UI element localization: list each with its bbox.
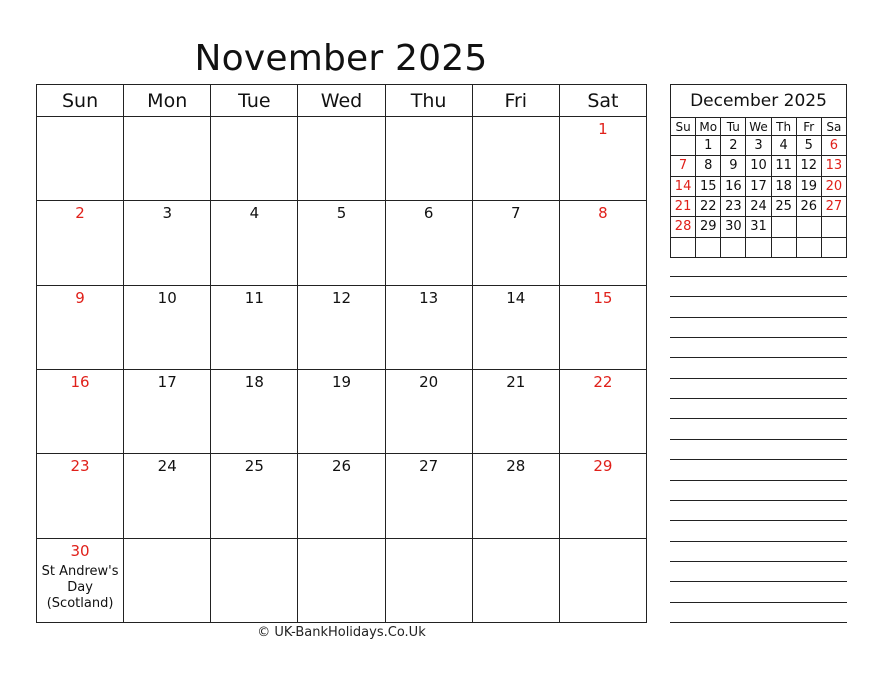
day-cell (37, 454, 124, 538)
mini-weekday-header: Su (671, 118, 696, 136)
day-cell (37, 538, 124, 622)
mini-day-cell (796, 237, 821, 257)
day-number: 18 (244, 372, 264, 391)
day-number: 9 (75, 288, 85, 307)
day-number: 3 (162, 204, 172, 223)
note-line (670, 317, 847, 318)
mini-day-cell: 9 (721, 156, 746, 176)
day-number: 17 (157, 372, 177, 391)
day-cell (472, 369, 559, 453)
mini-day-cell: 10 (746, 156, 771, 176)
day-cell (559, 117, 646, 201)
mini-weekday-header: Mo (696, 118, 721, 136)
note-line (670, 480, 847, 481)
note-line (670, 276, 847, 277)
mini-weekday-header: Sa (821, 118, 846, 136)
mini-day-cell: 18 (771, 176, 796, 196)
mini-day-cell: 3 (746, 136, 771, 156)
note-line (670, 602, 847, 603)
day-number: 29 (593, 457, 613, 476)
mini-week-row (671, 176, 847, 196)
day-number (473, 540, 559, 562)
day-cell (124, 117, 211, 201)
month-calendar-grid (36, 84, 647, 623)
mini-day-cell: 28 (671, 217, 696, 237)
mini-week-row (671, 136, 847, 156)
day-cell (472, 117, 559, 201)
day-cell (37, 201, 124, 285)
mini-day-cell (696, 237, 721, 257)
day-cell (124, 369, 211, 453)
day-cell (559, 201, 646, 285)
day-number: 16 (70, 372, 90, 391)
note-line (670, 561, 847, 562)
day-cell (385, 538, 472, 622)
day-cell (124, 285, 211, 369)
day-cell (559, 285, 646, 369)
day-number: 1 (598, 120, 608, 138)
day-cell (124, 454, 211, 538)
day-cell (385, 117, 472, 201)
mini-day-cell (796, 217, 821, 237)
note-line (670, 439, 847, 440)
day-cell (211, 201, 298, 285)
day-number: 5 (336, 204, 347, 223)
weekday-header-row (37, 85, 647, 117)
note-line (670, 357, 847, 358)
day-cell (124, 538, 211, 622)
mini-day-cell: 11 (771, 156, 796, 176)
day-cell (559, 454, 646, 538)
day-number: 6 (423, 204, 434, 223)
day-number: 19 (331, 372, 352, 391)
mini-day-cell (671, 136, 696, 156)
day-number: 14 (506, 288, 526, 307)
day-cell (298, 538, 385, 622)
holiday-note: St Andrew's Day (Scotland) (41, 563, 119, 611)
weekday-header: Fri (472, 85, 559, 117)
note-line (670, 418, 847, 419)
day-number: 2 (75, 204, 85, 223)
day-number: 26 (331, 457, 352, 476)
day-cell (385, 454, 472, 538)
mini-day-cell: 1 (696, 136, 721, 156)
mini-week-row (671, 196, 847, 216)
mini-day-cell (671, 237, 696, 257)
day-cell (211, 285, 298, 369)
day-number (124, 540, 210, 562)
mini-day-cell: 25 (771, 196, 796, 216)
mini-day-cell: 6 (821, 136, 846, 156)
day-number (298, 540, 384, 562)
note-line (670, 398, 847, 399)
day-cell (211, 369, 298, 453)
mini-weekday-header: Th (771, 118, 796, 136)
note-line (670, 459, 847, 460)
day-cell (298, 285, 385, 369)
day-number: 23 (70, 457, 90, 476)
week-row (37, 285, 647, 369)
day-cell (472, 454, 559, 538)
day-number: 4 (249, 204, 260, 223)
day-cell (472, 285, 559, 369)
note-line (670, 622, 847, 623)
day-number (37, 118, 123, 140)
mini-day-cell (821, 237, 846, 257)
day-cell (385, 285, 472, 369)
mini-week-row (671, 217, 847, 237)
day-cell (211, 538, 298, 622)
day-number: 11 (244, 288, 264, 307)
mini-day-cell: 7 (671, 156, 696, 176)
day-number: 24 (157, 457, 177, 476)
day-cell (559, 538, 646, 622)
weekday-header: Tue (211, 85, 298, 117)
day-number: 27 (419, 457, 439, 476)
mini-day-cell: 8 (696, 156, 721, 176)
week-row (37, 201, 647, 285)
day-cell (385, 369, 472, 453)
note-line (670, 520, 847, 521)
mini-weekday-header: We (746, 118, 771, 136)
mini-day-cell: 13 (821, 156, 846, 176)
mini-week-row (671, 156, 847, 176)
day-number: 25 (244, 457, 264, 476)
day-cell (298, 117, 385, 201)
day-number: 7 (511, 204, 521, 223)
day-cell (37, 285, 124, 369)
note-line (670, 541, 847, 542)
day-number (298, 118, 384, 140)
day-number: 30 (70, 541, 90, 560)
week-row (37, 369, 647, 453)
weekday-header: Sat (559, 85, 646, 117)
day-number (211, 118, 297, 140)
day-number: 21 (506, 372, 526, 391)
day-cell (298, 201, 385, 285)
mini-day-cell: 19 (796, 176, 821, 196)
day-cell (211, 117, 298, 201)
day-number (124, 118, 210, 140)
mini-day-cell: 5 (796, 136, 821, 156)
footer-credit: © UK-BankHolidays.Co.Uk (257, 625, 426, 640)
week-row (37, 454, 647, 538)
mini-weekday-header: Tu (721, 118, 746, 136)
note-line (670, 337, 847, 338)
calendar-title: November 2025 (194, 38, 488, 79)
day-cell (559, 369, 646, 453)
mini-day-cell: 20 (821, 176, 846, 196)
mini-day-cell: 14 (671, 176, 696, 196)
day-cell (472, 201, 559, 285)
day-cell (298, 369, 385, 453)
day-cell (37, 117, 124, 201)
mini-week-row (671, 237, 847, 257)
mini-weekday-header: Fr (796, 118, 821, 136)
mini-calendar-title: December 2025 (671, 85, 847, 118)
mini-day-cell: 31 (746, 217, 771, 237)
note-line (670, 581, 847, 582)
mini-day-cell: 26 (796, 196, 821, 216)
day-number (560, 540, 646, 562)
mini-day-cell (771, 217, 796, 237)
mini-day-cell: 16 (721, 176, 746, 196)
day-cell (37, 369, 124, 453)
mini-calendar-december (670, 84, 847, 258)
mini-day-cell (771, 237, 796, 257)
weekday-header: Mon (124, 85, 211, 117)
mini-day-cell: 15 (696, 176, 721, 196)
day-number (211, 540, 297, 562)
day-number: 20 (419, 372, 439, 391)
day-number: 10 (157, 288, 177, 307)
week-row (37, 117, 647, 201)
mini-day-cell: 4 (771, 136, 796, 156)
day-number: 8 (598, 204, 608, 223)
mini-day-cell: 24 (746, 196, 771, 216)
note-line (670, 378, 847, 379)
mini-day-cell: 2 (721, 136, 746, 156)
day-number (473, 118, 559, 140)
day-cell (385, 201, 472, 285)
mini-day-cell: 27 (821, 196, 846, 216)
day-number: 12 (331, 288, 352, 307)
mini-day-cell: 21 (671, 196, 696, 216)
weekday-header: Thu (385, 85, 472, 117)
note-line (670, 296, 847, 297)
day-number (386, 118, 472, 140)
day-cell (124, 201, 211, 285)
weekday-header: Sun (37, 85, 124, 117)
mini-day-cell: 22 (696, 196, 721, 216)
day-cell (211, 454, 298, 538)
day-number: 13 (419, 288, 439, 307)
mini-day-cell (821, 217, 846, 237)
mini-day-cell (746, 237, 771, 257)
day-number: 22 (593, 372, 613, 391)
mini-day-cell: 23 (721, 196, 746, 216)
mini-day-cell: 12 (796, 156, 821, 176)
day-number: 15 (593, 288, 613, 307)
mini-day-cell: 17 (746, 176, 771, 196)
mini-day-cell: 30 (721, 217, 746, 237)
day-number: 28 (506, 457, 526, 476)
weekday-header: Wed (298, 85, 385, 117)
mini-day-cell: 29 (696, 217, 721, 237)
day-cell (298, 454, 385, 538)
note-line (670, 500, 847, 501)
day-cell (472, 538, 559, 622)
day-number (386, 540, 472, 562)
mini-day-cell (721, 237, 746, 257)
week-row (37, 538, 647, 622)
